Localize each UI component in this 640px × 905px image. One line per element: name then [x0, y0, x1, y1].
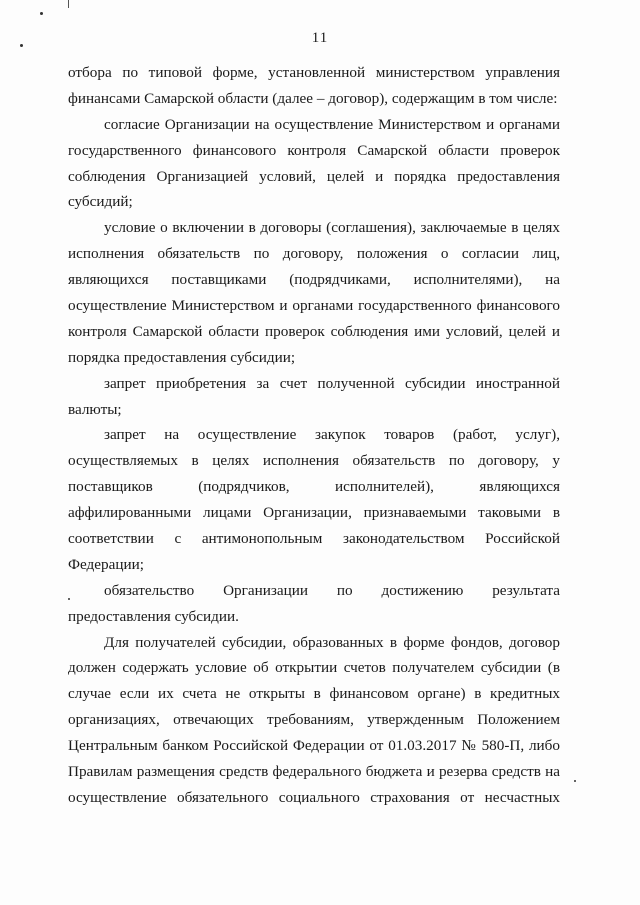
- text-line: Центральным банком Российской Федерации от 01.03.2017 № 580-П, либо: [68, 737, 560, 755]
- scan-mark-top: [68, 0, 69, 8]
- text-line: согласие Организации на осуществление Министерством и органами: [104, 115, 560, 133]
- text-line: случае если их счета не открыты в финансовом органе) в кредитных: [68, 685, 560, 703]
- text-line: отбора по типовой форме, установленной министерством управления: [68, 64, 560, 81]
- text-line: порядка предоставления субсидии;: [68, 348, 296, 366]
- text-line: исполнения обязательств по договору, положения о согласии лиц,: [68, 245, 560, 263]
- text-line: финансами Самарской области (далее – договор), содержащим в том числе:: [68, 89, 558, 107]
- page-number: 11: [311, 30, 329, 46]
- text-line: предоставления субсидии.: [68, 607, 239, 625]
- text-line: соответствии с антимонопольным законодательством Российской: [68, 530, 560, 548]
- body-text: [68, 60, 560, 811]
- text-line: Для получателей субсидии, образованных в форме фондов, договор: [104, 633, 560, 651]
- text-line: осуществление обязательного социального страхования от несчастных: [68, 788, 560, 806]
- text-line: должен содержать условие об открытии счетов получателем субсидии (в: [68, 659, 560, 677]
- text-line: условие о включении в договоры (соглашения), заключаемые в целях: [104, 219, 560, 237]
- text-line: осуществление Министерством и органами государственного финансового: [68, 297, 560, 315]
- text-line: поставщиков (подрядчиков, исполнителей), являющихся: [68, 478, 560, 496]
- text-line: субсидий;: [68, 193, 133, 211]
- text-line: осуществляемых в целях исполнения обязательств по договору, у: [68, 452, 560, 470]
- text-line: аффилированными лицами Организации, признаваемыми таковыми в: [68, 504, 560, 522]
- text-line: запрет на осуществление закупок товаров (работ, услуг),: [104, 426, 560, 444]
- scan-speck-1: [40, 12, 43, 15]
- text-line: обязательство Организации по достижению результата: [104, 581, 560, 599]
- text-line: запрет приобретения за счет полученной субсидии иностранной: [104, 374, 560, 392]
- text-line: контроля Самарской области проверок соблюдения ими условий, целей и: [68, 322, 560, 340]
- text-line: государственного финансового контроля Самарской области проверок: [68, 141, 560, 159]
- text-line: Правилам размещения средств федерального бюджета и резерва средств на: [68, 763, 560, 781]
- text-line: организациях, отвечающих требованиям, утвержденным Положением: [68, 711, 560, 729]
- text-line: Федерации;: [68, 555, 144, 573]
- text-line: соблюдения Организацией условий, целей и порядка предоставления: [68, 167, 560, 185]
- text-line: являющихся поставщиками (подрядчиками, исполнителями), на: [68, 271, 560, 289]
- scan-speck-4: [574, 780, 576, 782]
- text-line: валюты;: [68, 400, 122, 418]
